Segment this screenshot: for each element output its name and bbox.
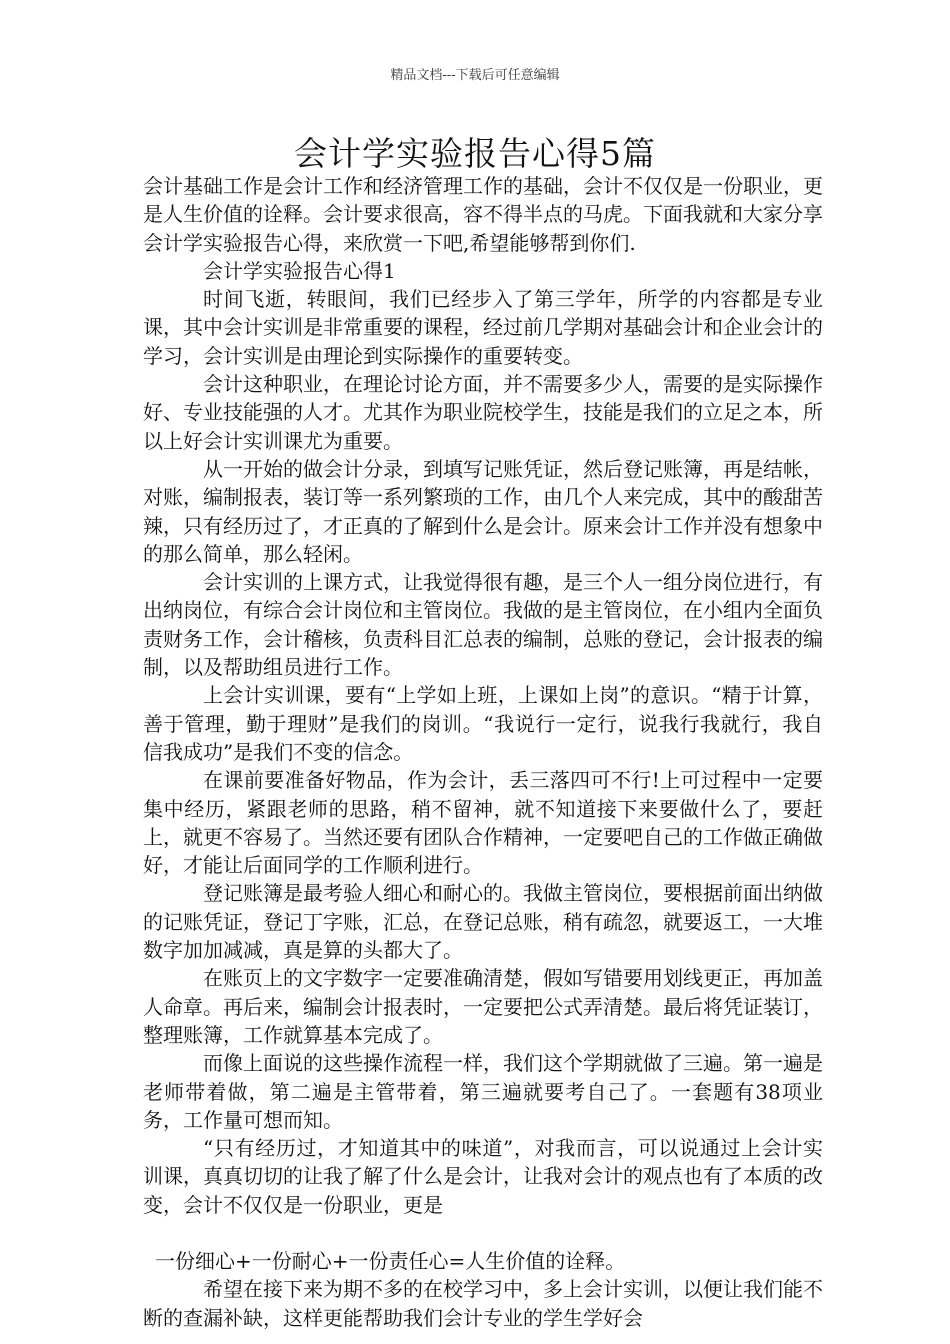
- document-title: 会计学实验报告心得5篇: [294, 134, 656, 173]
- section-heading: 会计学实验报告心得1: [203, 258, 396, 283]
- document-body: [143, 172, 823, 1332]
- paragraph: 上会计实训课，要有“上学如上班，上课如上岗”的意识。“精于计算，善于管理，勤于理财”是我们的岗训。“我说行一定行，说我行我就行，我自信我成功”是我们不变的信念。: [143, 683, 823, 764]
- blank-line: [143, 1219, 823, 1247]
- paragraph: 会计实训的上课方式，让我觉得很有趣，是三个人一组分岗位进行，有出纳岗位，有综合会计岗位和主管岗位。我做的是主管岗位，在小组内全面负责财务工作，会计稽核，负责科目汇总表的编制，总账的登记，会计报表的编制，以及帮助组员进行工作。: [143, 570, 823, 680]
- paragraph: 会计这种职业，在理论讨论方面，并不需要多少人，需要的是实际操作好、专业技能强的人才。尤其作为职业院校学生，技能是我们的立足之本，所以上好会计实训课尤为重要。: [143, 372, 823, 453]
- paragraph: 从一开始的做会计分录，到填写记账凭证，然后登记账簿，再是结帐，对账，编制报表，装订等一系列繁琐的工作，由几个人来完成，其中的酸甜苦辣，只有经历过了，才正真的了解到什么是会计。原来会计工作并没有想象中的那么简单，那么轻闲。: [143, 456, 823, 566]
- paragraph: 时间飞逝，转眼间，我们已经步入了第三学年，所学的内容都是专业课，其中会计实训是非常重要的课程，经过前几学期对基础会计和企业会计的学习，会计实训是由理论到实际操作的重要转变。: [143, 287, 823, 368]
- intro-paragraph: 会计基础工作是会计工作和经济管理工作的基础，会计不仅仅是一份职业，更是人生价值的诠释。会计要求很高，容不得半点的马虎。下面我就和大家分享会计学实验报告心得，来欣赏一下吧,希望能够帮到你们.: [143, 174, 823, 255]
- paragraph: 登记账簿是最考验人细心和耐心的。我做主管岗位，要根据前面出纳做的记账凭证，登记丁字账，汇总，在登记总账，稍有疏忽，就要返工，一大堆数字加加减减，真是算的头都大了。: [143, 881, 823, 963]
- formula-line: 一份细心+一份耐心+一份责任心=人生价值的诠释。: [155, 1248, 626, 1273]
- paragraph: 希望在接下来为期不多的在校学习中，多上会计实训，以便让我们能不断的查漏补缺，这样更能帮助我们会计专业的学生学好会: [143, 1277, 823, 1330]
- paragraph: “只有经历过，才知道其中的味道”，对我而言，可以说通过上会计实训课，真真切切的让我了解了什么是会计，让我对会计的观点也有了本质的改变，会计不仅仅是一份职业，更是: [143, 1136, 823, 1217]
- paragraph: 在账页上的文字数字一定要准确清楚，假如写错要用划线更正，再加盖人命章。再后来，编制会计报表时，一定要把公式弄清楚。最后将凭证装订，整理账簿，工作就算基本完成了。: [143, 966, 823, 1047]
- page-header: 精品文档---下载后可任意编辑: [390, 68, 560, 83]
- paragraph: 在课前要准备好物品，作为会计，丢三落四可不行!上可过程中一定要集中经历，紧跟老师的思路，稍不留神，就不知道接下来要做什么了，要赶上，就更不容易了。当然还要有团队合作精神，一定要吧自己的工作做正确做好，才能让后面同学的工作顺利进行。: [143, 768, 823, 878]
- paragraph: 而像上面说的这些操作流程一样，我们这个学期就做了三遍。第一遍是老师带着做，第二遍是主管带着，第三遍就要考自己了。一套题有38项业务，工作量可想而知。: [143, 1051, 823, 1132]
